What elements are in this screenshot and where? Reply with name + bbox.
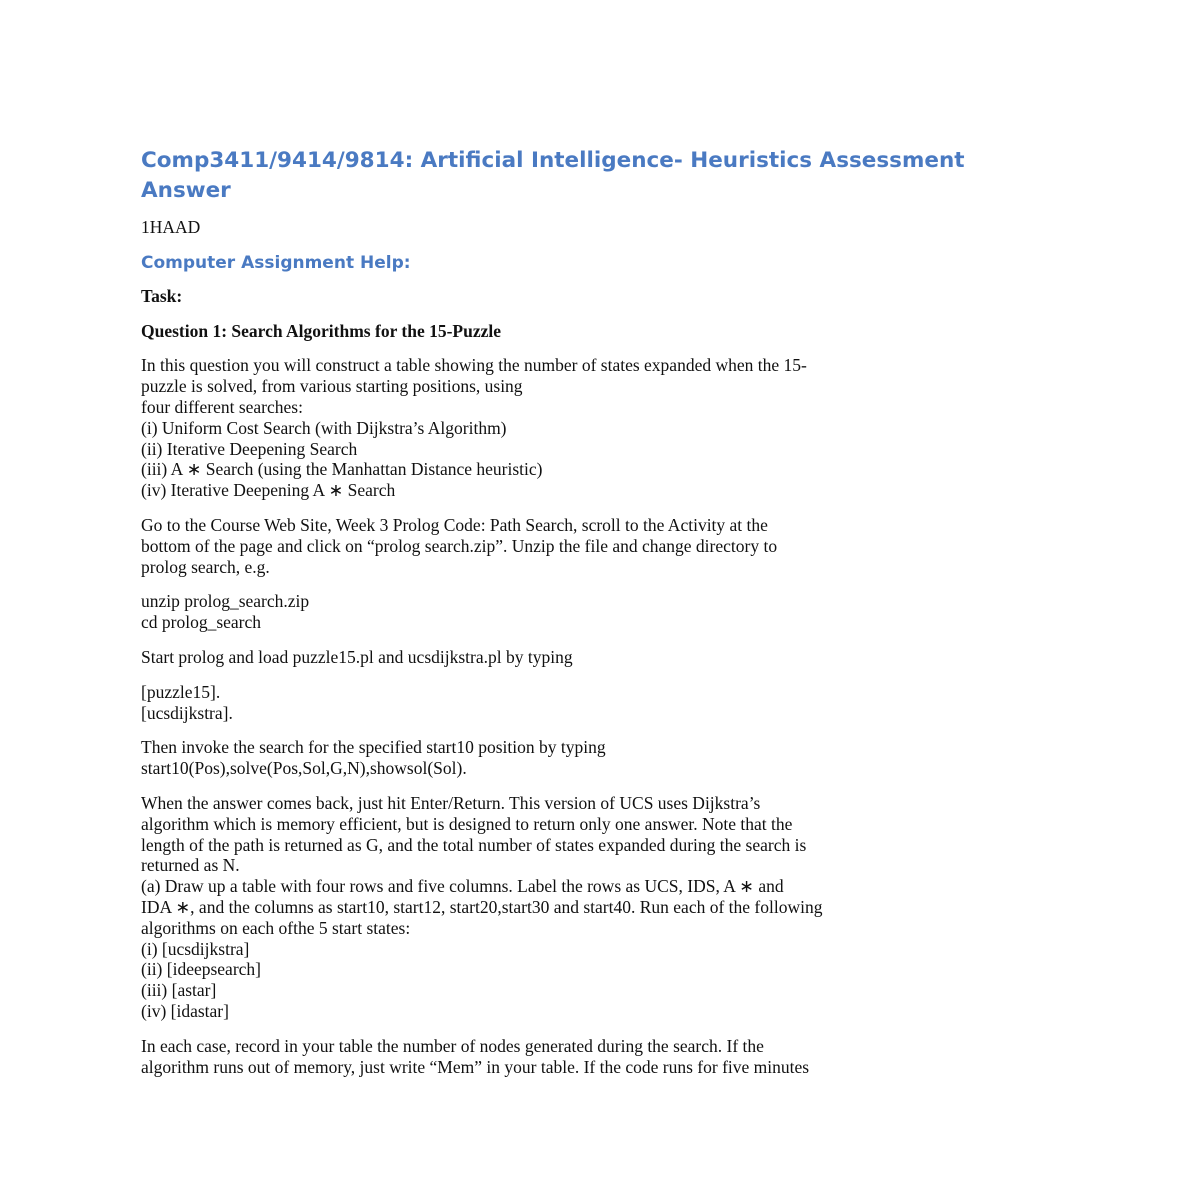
instructions-paragraph	[141, 515, 1071, 577]
paragraph-line: (iv) Iterative Deepening A ∗ Search	[141, 480, 396, 501]
paragraph-line: returned as N.	[141, 855, 240, 876]
paragraph-line: (i) [ucsdijkstra]	[141, 938, 250, 959]
start-prolog-paragraph: Start prolog and load puzzle15.pl and ucsdijkstra.pl by typing	[141, 646, 573, 667]
paragraph-line: In each case, record in your table the number of nodes generated during the search. If the	[141, 1035, 764, 1056]
paragraph-line: prolog search, e.g.	[141, 556, 270, 577]
paragraph-line: In this question you will construct a table showing the number of states expanded when the 15-	[141, 355, 807, 376]
paragraph-line: (i) Uniform Cost Search (with Dijkstra’s Algorithm)	[141, 417, 507, 438]
paragraph-line: Go to the Course Web Site, Week 3 Prolog Code: Path Search, scroll to the Activity at the	[141, 514, 768, 535]
section-subheading: Computer Assignment Help:	[141, 252, 411, 273]
paragraph-line: start10(Pos),solve(Pos,Sol,G,N),showsol(Sol).	[141, 758, 467, 779]
command-line: cd prolog_search	[141, 612, 262, 633]
paragraph-line: bottom of the page and click on “prolog search.zip”. Unzip the file and change directory to	[141, 535, 778, 556]
paragraph-line: algorithm which is memory efficient, but is designed to return only one answer. Note that the	[141, 813, 793, 834]
paragraph-line: (ii) [ideepsearch]	[141, 959, 261, 980]
load-block	[141, 682, 1071, 724]
command-line: [ucsdijkstra].	[141, 702, 233, 723]
invoke-paragraph	[141, 737, 1071, 779]
paragraph-line: length of the path is returned as G, and the total number of states expanded during the search is	[141, 834, 807, 855]
task-label: Task:	[141, 285, 183, 306]
answer-paragraph	[141, 793, 1071, 1022]
title-line: Answer	[141, 178, 231, 203]
commands-block	[141, 591, 1071, 633]
record-paragraph	[141, 1036, 1071, 1078]
paragraph-line: algorithm runs out of memory, just write “Mem” in your table. If the code runs for five minutes	[141, 1056, 810, 1077]
paragraph-line: (iii) [astar]	[141, 980, 217, 1001]
document-page	[141, 146, 1071, 1091]
paragraph-line: When the answer comes back, just hit Enter/Return. This version of UCS uses Dijkstra’s	[141, 792, 761, 813]
paragraph-line: four different searches:	[141, 396, 303, 417]
paragraph-line: (iv) [idastar]	[141, 1000, 229, 1021]
document-code: 1HAAD	[141, 217, 201, 237]
paragraph-line: (a) Draw up a table with four rows and five columns. Label the rows as UCS, IDS, A ∗ and	[141, 876, 784, 897]
paragraph-line: (iii) A ∗ Search (using the Manhattan Distance heuristic)	[141, 459, 543, 480]
question-heading: Question 1: Search Algorithms for the 15-Puzzle	[141, 320, 502, 341]
paragraph-line: IDA ∗, and the columns as start10, start12, start20,start30 and start40. Run each of the following	[141, 896, 823, 917]
title-line: Comp3411/9414/9814: Artificial Intelligence- Heuristics Assessment	[141, 148, 965, 173]
paragraph-line: (ii) Iterative Deepening Search	[141, 438, 358, 459]
document-title	[141, 146, 1071, 206]
command-line: unzip prolog_search.zip	[141, 591, 310, 612]
paragraph-line: algorithms on each ofthe 5 start states:	[141, 917, 411, 938]
paragraph-line: Then invoke the search for the specified start10 position by typing	[141, 737, 606, 758]
command-line: [puzzle15].	[141, 681, 221, 702]
intro-paragraph	[141, 355, 1071, 501]
paragraph-line: puzzle is solved, from various starting positions, using	[141, 376, 523, 397]
